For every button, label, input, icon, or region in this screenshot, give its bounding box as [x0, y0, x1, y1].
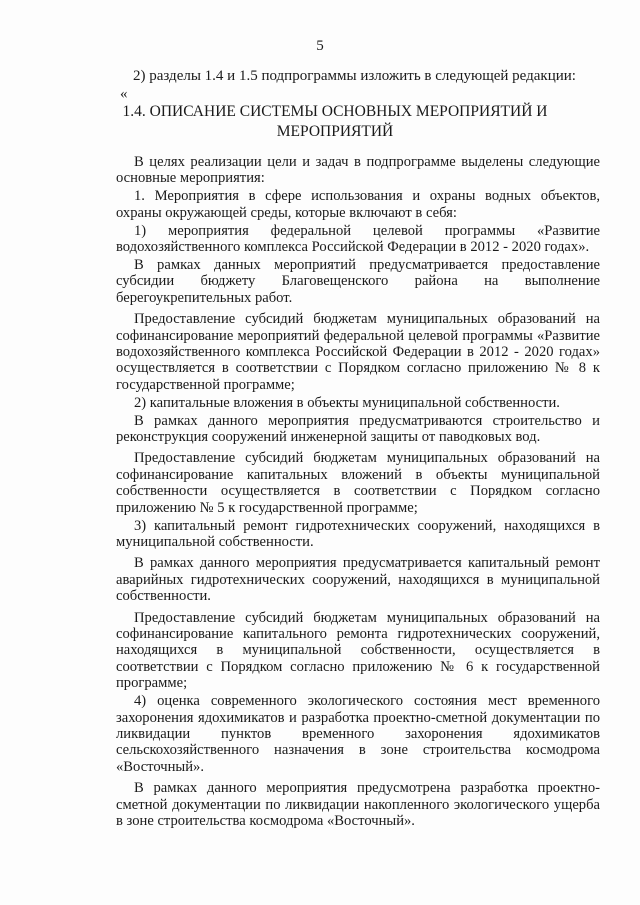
paragraph: Предоставление субсидий бюджетам муниципальных образований на софинансирование мероприятий федеральной целевой программы «Развитие водохозяйственного комплекса Российской Федерации в 2012 - 2020 годах» осуществляется в соответствии с Порядком согласно приложению № 8 к государственной программе; — [116, 311, 600, 393]
intro-line: 2) разделы 1.4 и 1.5 подпрограммы изложить в следующей редакции: — [133, 68, 576, 84]
paragraph: Предоставление субсидий бюджетам муниципальных образований на софинансирование капитального ремонта гидротехнических сооружений, находящихся в муниципальной собственности, осуществляется в соответствии с Порядком согласно приложению № 6 к государственной программе; — [116, 609, 600, 692]
paragraph: В целях реализации цели и задач в подпрограмме выделены следующие основные мероприятия: — [116, 154, 600, 187]
section-heading: 1.4. ОПИСАНИЕ СИСТЕМЫ ОСНОВНЫХ МЕРОПРИЯТИЙ И МЕРОПРИЯТИЙ — [122, 103, 548, 140]
opening-quote: « — [120, 86, 128, 102]
paragraph: Предоставление субсидий бюджетам муниципальных образований на софинансирование капитальных вложений в объекты муниципальной собственности осуществляется в соответствии с Порядком согласно приложению № 5 к государственной программе; — [116, 450, 600, 516]
paragraph: 3) капитальный ремонт гидротехнических сооружений, находящихся в муниципальной собственности. — [116, 517, 600, 550]
paragraph: 2) капитальные вложения в объекты муниципальной собственности. — [134, 394, 560, 411]
document-body — [116, 154, 600, 829]
paragraph: В рамках данных мероприятий предусматривается предоставление субсидии бюджету Благовещенского района на выполнение берегоукрепительных работ. — [116, 256, 600, 306]
paragraph: 4) оценка современного экологического состояния мест временного захоронения ядохимикатов и разработка проектно-сметной документации по ликвидации пунктов временного захоронения ядохимикатов сельскохозяйственного назначения в зоне строительства космодрома «Восточный». — [116, 693, 600, 775]
paragraph: В рамках данного мероприятия предусматривается капитальный ремонт аварийных гидротехнических сооружений, находящихся в муниципальной собственности. — [116, 555, 600, 605]
paragraph: 1) мероприятия федеральной целевой программы «Развитие водохозяйственного комплекса Российской Федерации в 2012 - 2020 годах». — [116, 222, 600, 256]
paragraph: 1. Мероприятия в сфере использования и охраны водных объектов, охраны окружающей среды, которые включают в себя: — [116, 188, 600, 221]
page-number: 5 — [316, 38, 324, 54]
paragraph: В рамках данного мероприятия предусмотрена разработка проектно-сметной документации по ликвидации накопленного экологического ущерба в зоне строительства космодрома «Восточный». — [116, 780, 600, 829]
paragraph: В рамках данного мероприятия предусматриваются строительство и реконструкция сооружений инженерной защиты от паводковых вод. — [116, 412, 600, 445]
